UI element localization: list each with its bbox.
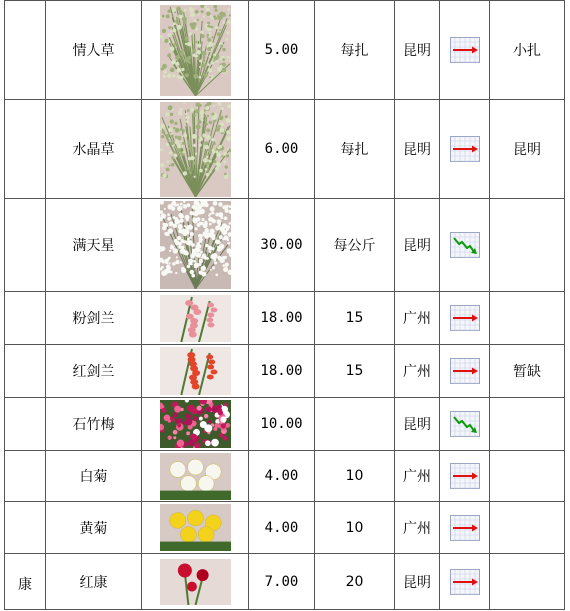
photo-cell [142,292,249,345]
remark-cell [490,398,565,451]
unit-cell: 10 [315,451,395,502]
flower-photo [142,295,248,342]
origin-cell: 广州 [395,502,440,554]
flower-name: 石竹梅 [46,398,142,451]
origin-cell: 昆明 [395,1,440,100]
flower-name: 红剑兰 [46,345,142,398]
flower-photo [142,453,248,500]
trend-cell [440,199,490,292]
table-row [5,100,565,199]
table-row [5,345,565,398]
flower-photo [142,559,248,605]
trend-cell [440,292,490,345]
flower-price-table [4,0,565,610]
category-cell [5,292,46,345]
table-row [5,451,565,502]
photo-cell [142,451,249,502]
flower-name: 红康 [46,554,142,610]
photo-cell [142,345,249,398]
price-cell: 7.00 [249,554,315,610]
trend-flat-icon [440,569,489,595]
trend-cell [440,398,490,451]
flower-name: 粉剑兰 [46,292,142,345]
origin-cell: 昆明 [395,554,440,610]
trend-flat-icon [440,515,489,541]
category-cell [5,199,46,292]
price-cell: 6.00 [249,100,315,199]
remark-cell [490,199,565,292]
trend-flat-icon [440,136,489,162]
remark-cell: 暂缺 [490,345,565,398]
flower-photo [142,347,248,395]
category-cell [5,502,46,554]
flower-name: 满天星 [46,199,142,292]
origin-cell: 昆明 [395,100,440,199]
trend-flat-icon [440,463,489,489]
trend-cell [440,502,490,554]
trend-cell [440,100,490,199]
photo-cell [142,398,249,451]
unit-cell: 10 [315,502,395,554]
photo-cell [142,1,249,100]
flower-name: 水晶草 [46,100,142,199]
remark-cell [490,554,565,610]
trend-flat-icon [440,358,489,384]
flower-photo [142,201,248,289]
category-cell [5,451,46,502]
photo-cell [142,554,249,610]
origin-cell: 昆明 [395,199,440,292]
flower-photo [142,5,248,96]
origin-cell: 广州 [395,345,440,398]
table-row [5,398,565,451]
price-cell: 5.00 [249,1,315,100]
unit-cell: 15 [315,345,395,398]
unit-cell: 每公斤 [315,199,395,292]
trend-cell [440,345,490,398]
trend-cell [440,451,490,502]
flower-photo [142,400,248,448]
flower-photo [142,504,248,551]
trend-flat-icon [440,37,489,63]
photo-cell [142,199,249,292]
flower-photo [142,102,248,197]
table-row [5,292,565,345]
trend-flat-icon [440,305,489,331]
table-row [5,554,565,610]
category-cell [5,398,46,451]
trend-cell [440,554,490,610]
remark-cell: 昆明 [490,100,565,199]
price-cell: 4.00 [249,502,315,554]
remark-cell: 小扎 [490,1,565,100]
unit-cell [315,398,395,451]
table-row [5,1,565,100]
origin-cell: 广州 [395,451,440,502]
category-cell [5,1,46,100]
category-cell [5,100,46,199]
origin-cell: 广州 [395,292,440,345]
table-row [5,502,565,554]
trend-down-icon [440,232,489,258]
origin-cell: 昆明 [395,398,440,451]
flower-name: 白菊 [46,451,142,502]
unit-cell: 每扎 [315,100,395,199]
unit-cell: 15 [315,292,395,345]
price-cell: 18.00 [249,292,315,345]
price-cell: 18.00 [249,345,315,398]
flower-name: 黄菊 [46,502,142,554]
photo-cell [142,502,249,554]
price-cell: 30.00 [249,199,315,292]
photo-cell [142,100,249,199]
price-cell: 4.00 [249,451,315,502]
flower-name: 情人草 [46,1,142,100]
remark-cell [490,451,565,502]
category-cell [5,345,46,398]
trend-down-icon [440,411,489,437]
unit-cell: 20 [315,554,395,610]
category-label: 康 [18,576,32,593]
table-row [5,199,565,292]
category-cell [5,554,46,610]
unit-cell: 每扎 [315,1,395,100]
remark-cell [490,502,565,554]
remark-cell [490,292,565,345]
trend-cell [440,1,490,100]
price-cell: 10.00 [249,398,315,451]
